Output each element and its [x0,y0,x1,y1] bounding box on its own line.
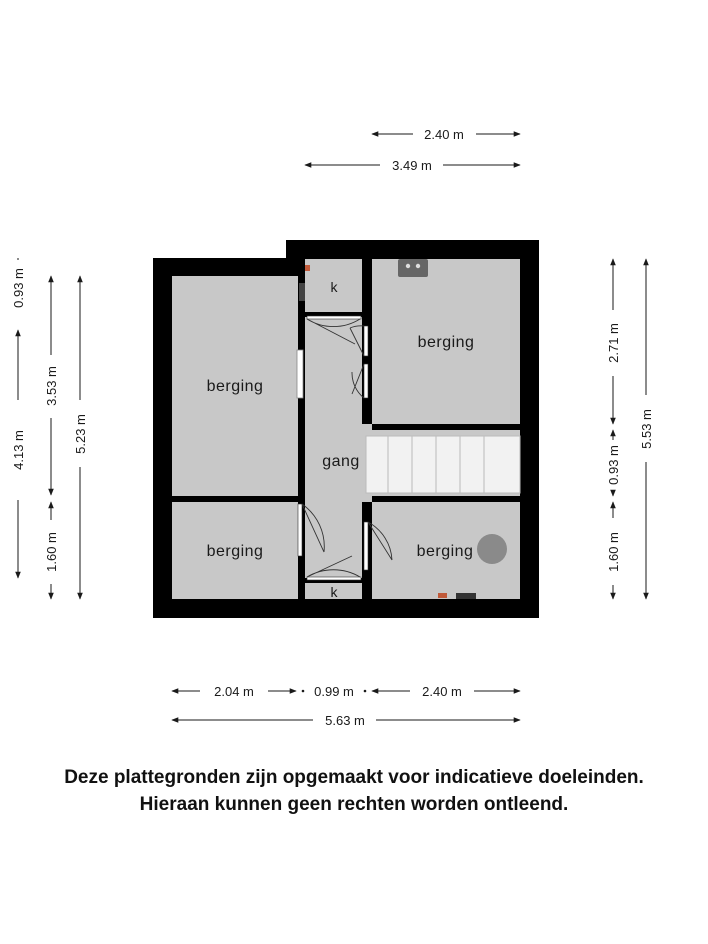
dim-label-left-e: 5.23 m [73,414,88,454]
dim-label-bottom-total: 5.63 m [325,713,365,728]
room-label-k-top: k [330,279,338,295]
wall-right-mid-bottom [372,496,520,502]
stair-step [412,436,436,493]
stair-step [366,436,388,493]
dim-label-bottom-c: 2.40 m [422,684,462,699]
room-label-berging-right-bottom: berging [416,543,474,560]
outlet-icon [438,593,447,598]
stove-icon [398,259,428,277]
disclaimer-text [0,764,708,818]
room-label-gang: gang [322,453,360,470]
stair-step [388,436,412,493]
dim-label-right-a: 2.71 m [606,323,621,363]
room-label-berging-left-bottom: berging [206,543,264,560]
dim-label-left-c: 3.53 m [44,366,59,406]
window [297,350,303,398]
stair-step [460,436,484,493]
meter-icon [299,283,305,301]
stairs [366,436,520,493]
dim-label-left-d: 1.60 m [44,532,59,572]
dim-label-left-b: 4.13 m [11,430,26,470]
dim-label-bottom-a: 2.04 m [214,684,254,699]
stair-step [436,436,460,493]
dim-label-top-outer: 3.49 m [392,158,432,173]
room-label-berging-right-top: berging [417,334,475,351]
disclaimer-line-1: Deze plattegronden zijn opgemaakt voor indicatieve doeleinden. [64,767,644,788]
dim-label-left-a: 0.93 m [11,268,26,308]
dim-label-bottom-b: 0.99 m [314,684,354,699]
dim-label-right-d: 5.53 m [639,409,654,449]
dim-label-top-inner: 2.40 m [424,127,464,142]
room-label-berging-left-top: berging [206,378,264,395]
stair-step [484,436,520,493]
boiler-icon [477,534,507,564]
heater-icon [305,265,310,271]
room-label-k-bottom: k [330,584,338,600]
dim-label-right-b: 0.93 m [606,445,621,485]
radiator-icon [456,593,476,599]
wall-right-mid-top [372,424,520,430]
wall-left-divider [172,496,298,502]
dim-label-right-c: 1.60 m [606,532,621,572]
disclaimer-line-2: Hieraan kunnen geen rechten worden ontleend. [139,794,569,815]
